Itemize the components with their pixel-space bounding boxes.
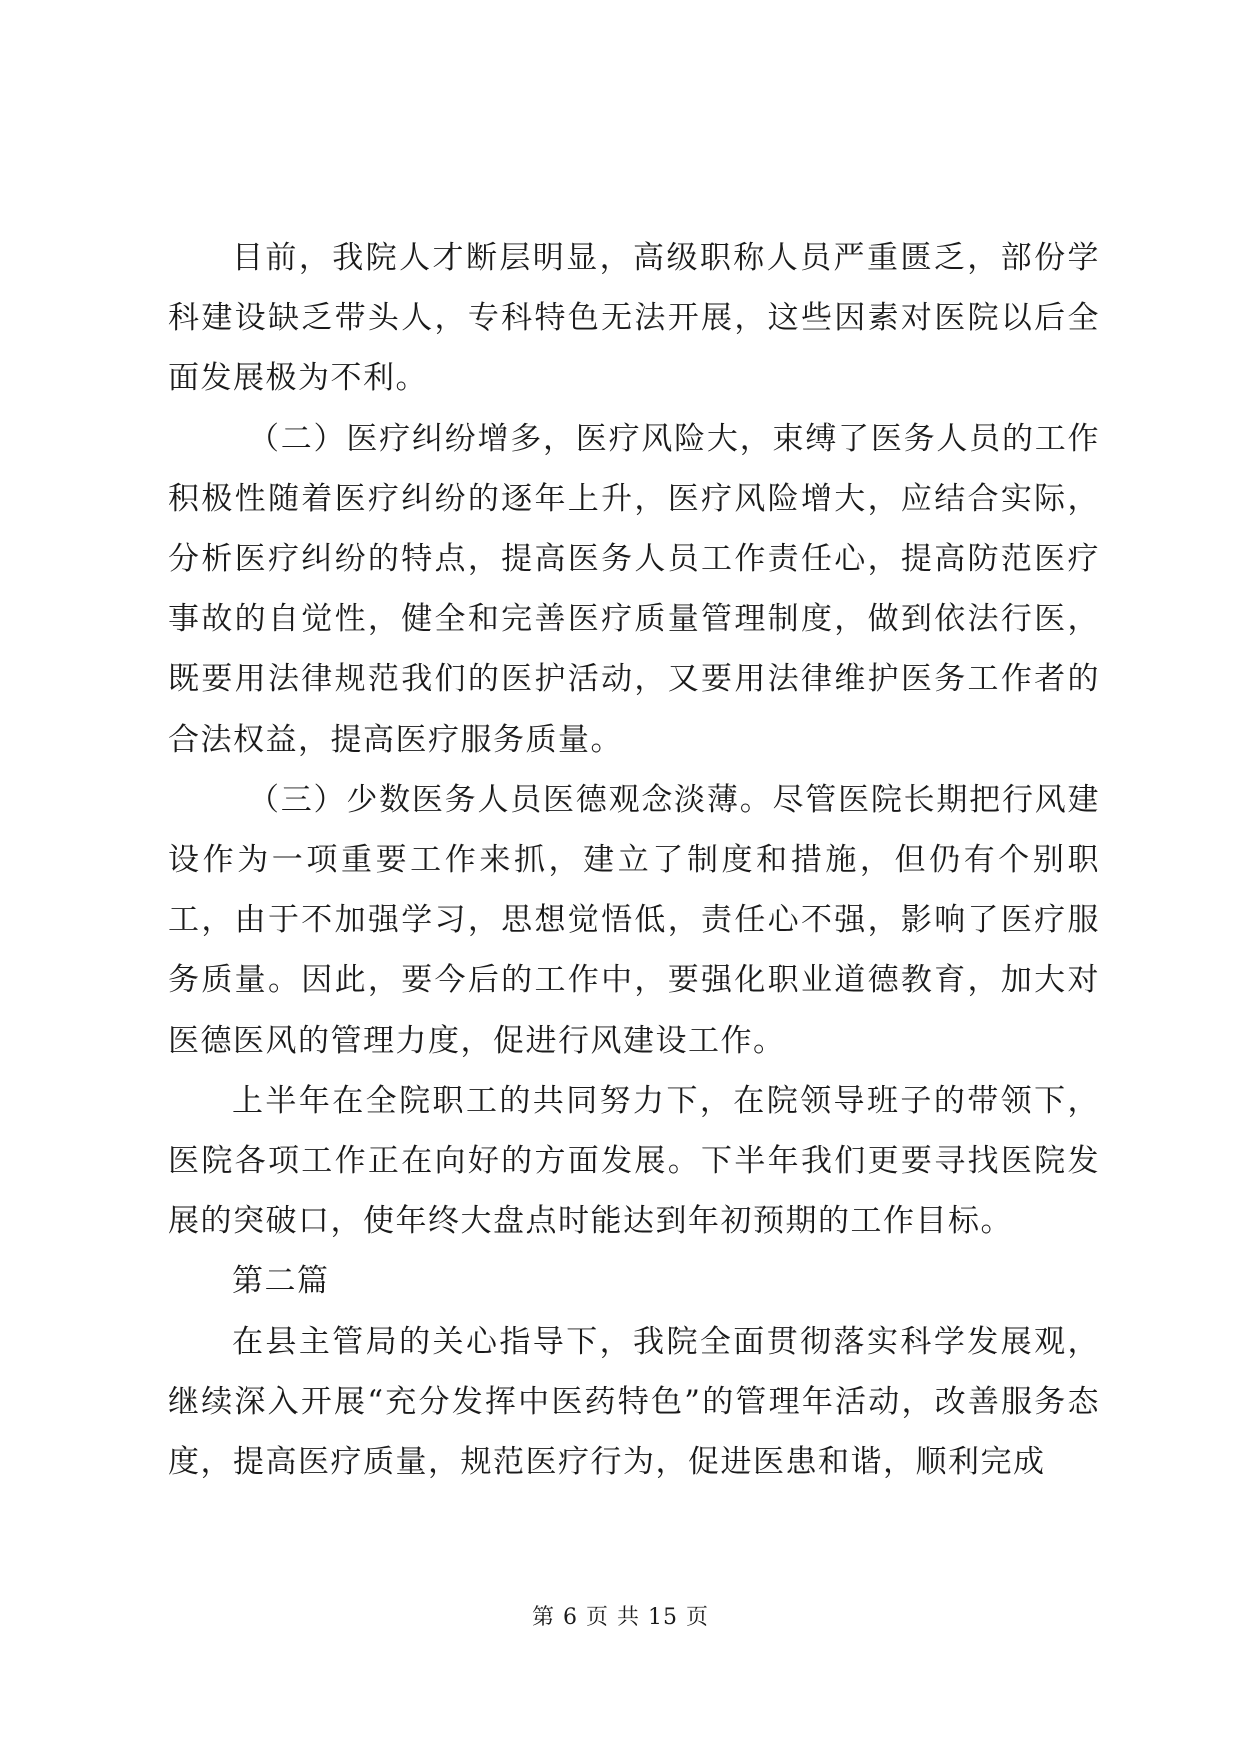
page-number-footer: 第 6 页 共 15 页 xyxy=(532,1605,709,1630)
paragraph-part-two-intro: 在县主管局的关心指导下，我院全面贯彻落实科学发展观，继续深入开展“充分发挥中医药特色”的管理年活动，改善服务态度，提高医疗质量，规范医疗行为，促进医患和谐，顺利完成 xyxy=(168,1323,1100,1481)
document-body xyxy=(168,228,1100,1492)
paragraph-talent-gap: 目前，我院人才断层明显，高级职称人员严重匮乏，部份学科建设缺乏带头人，专科特色无法开展，这些因素对医院以后全面发展极为不利。 xyxy=(168,240,1100,397)
paragraph-medical-disputes: （二）医疗纠纷增多，医疗风险大，束缚了医务人员的工作积极性随着医疗纠纷的逐年上升，医疗风险增大，应结合实际，分析医疗纠纷的特点，提高医务人员工作责任心，提高防范医疗事故的自觉性，健全和完善医疗质量管理制度，做到依法行医，既要用法律规范我们的医护活动，又要用法律维护医务工作者的合法权益，提高医疗服务质量。 xyxy=(168,420,1100,758)
paragraph-medical-ethics: （三）少数医务人员医德观念淡薄。尽管医院长期把行风建设作为一项重要工作来抓，建立了制度和措施，但仍有个别职工，由于不加强学习，思想觉悟低，责任心不强，影响了医疗服务质量。因此，要今后的工作中，要强化职业道德教育，加大对医德医风的管理力度，促进行风建设工作。 xyxy=(168,781,1100,1059)
section-heading-part-two: 第二篇 xyxy=(232,1263,330,1300)
paragraph-half-year-summary: 上半年在全院职工的共同努力下，在院领导班子的带领下，医院各项工作正在向好的方面发展。下半年我们更要寻找医院发展的突破口，使年终大盘点时能达到年初预期的工作目标。 xyxy=(168,1082,1100,1240)
